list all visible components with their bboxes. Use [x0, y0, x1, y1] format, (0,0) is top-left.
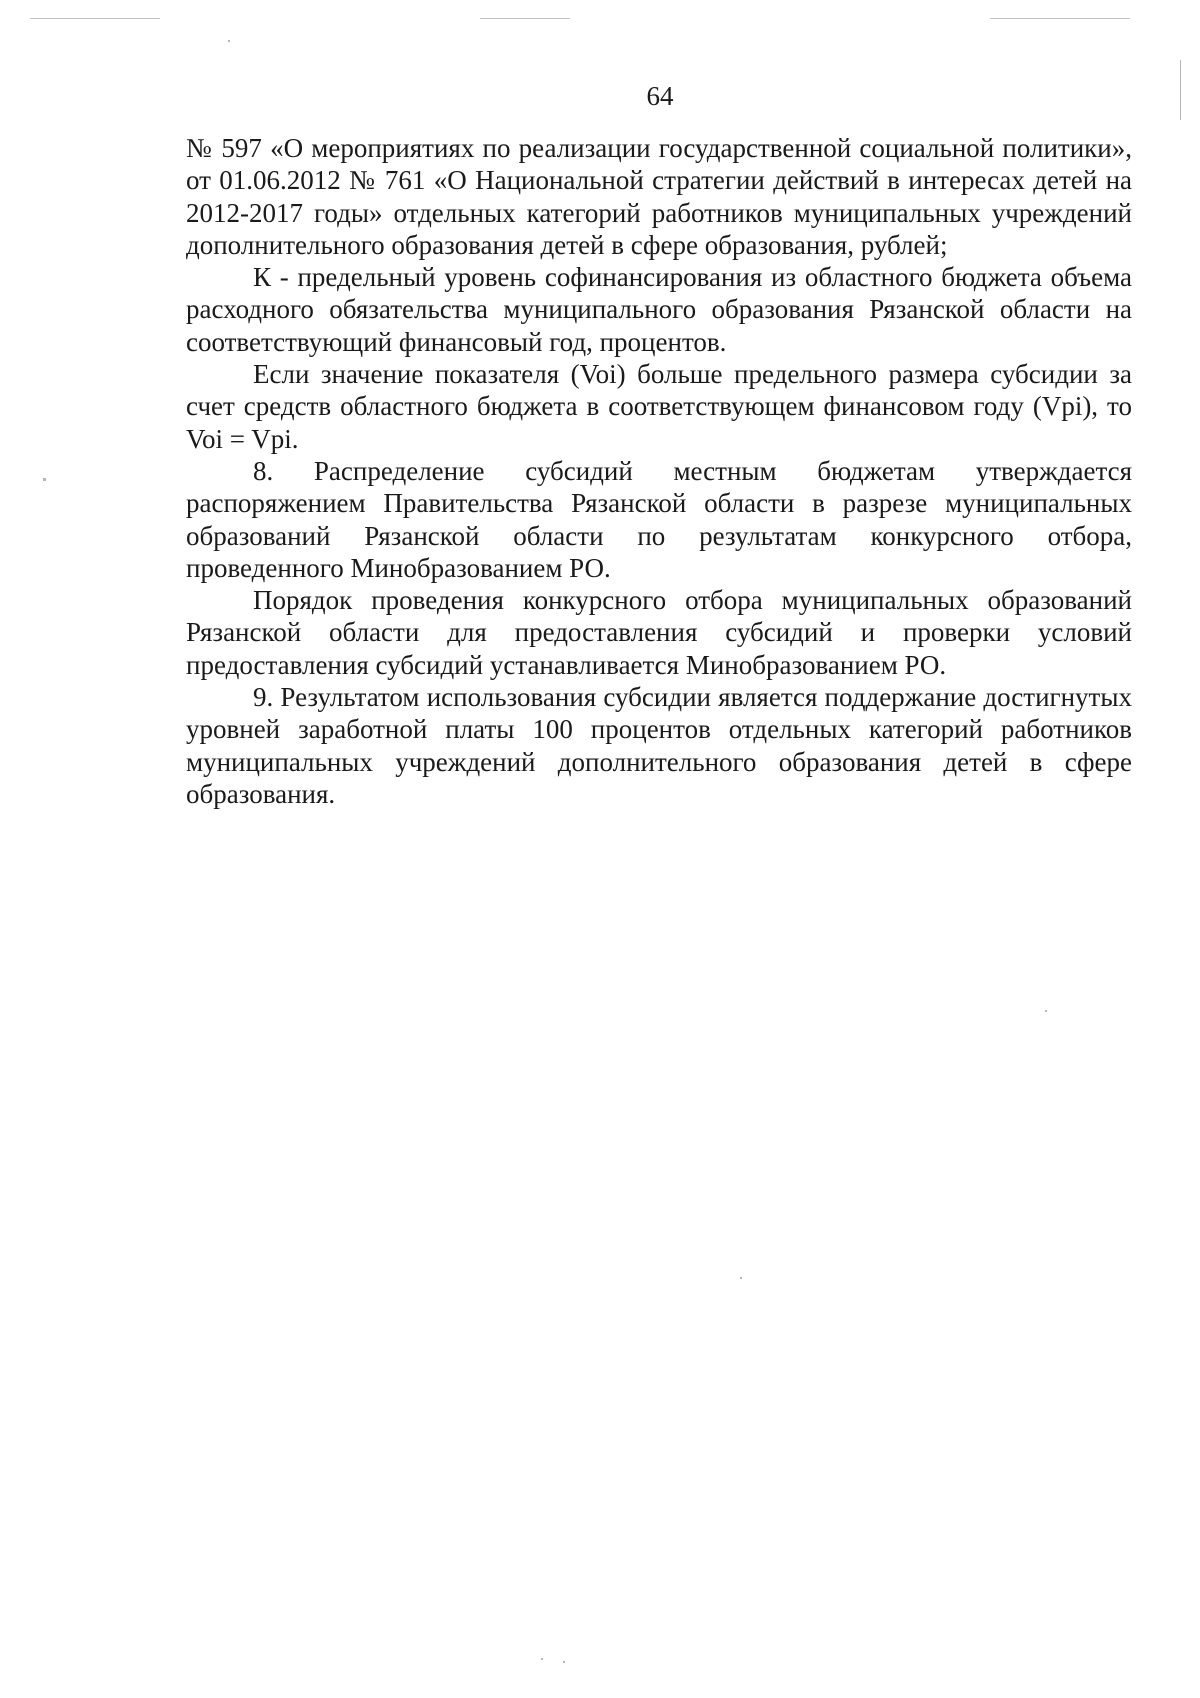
paragraph-k-definition: К - предельный уровень софинансирования из областного бюджета объема расходного обязательства муниципального образования Рязанской области на соответствующий финансовый год, процентов.	[186, 262, 1132, 357]
scan-speck	[740, 1277, 742, 1279]
paragraph-selection-procedure: Порядок проведения конкурсного отбора муниципальных образований Рязанской области для предоставления субсидий и проверки условий предоставления субсидий устанавливается Минобразованием РО.	[186, 585, 1132, 680]
document-body	[186, 132, 1132, 810]
scan-speck	[228, 40, 230, 42]
paragraph-voi-condition: Если значение показателя (Voi) больше предельного размера субсидии за счет средств областного бюджета в соответствующем финансовом году (Vpi), то Voi = Vpi.	[186, 359, 1132, 454]
scan-artifact-top-middle	[480, 18, 570, 19]
scan-speck	[43, 478, 46, 481]
paragraph-item-9: 9. Результатом использования субсидии является поддержание достигнутых уровней заработной платы 100 процентов отдельных категорий работников муниципальных учреждений дополнительного образования детей в сфере образования.	[186, 682, 1132, 809]
scan-speck	[563, 1661, 565, 1663]
scan-artifact-top-right	[990, 18, 1130, 19]
paragraph-item-8: 8. Распределение субсидий местным бюджетам утверждается распоряжением Правительства Рязанской области в разрезе муниципальных образований Рязанской области по результатам конкурсного отбора, проведенного Минобразованием РО.	[186, 455, 1132, 583]
scan-speck	[1045, 1010, 1047, 1012]
scan-speck	[541, 1658, 543, 1660]
paragraph-continuation: № 597 «О мероприятиях по реализации государственной социальной политики», от 01.06.2012 № 761 «О Национальной стратегии действий в интересах детей на 2012-2017 годы» отдельных категорий работников муниципальных учреждений дополнительного образования детей в сфере образования, рублей;	[186, 133, 1132, 260]
page-number: 64	[646, 81, 674, 111]
scan-artifact-top-left	[30, 18, 160, 19]
